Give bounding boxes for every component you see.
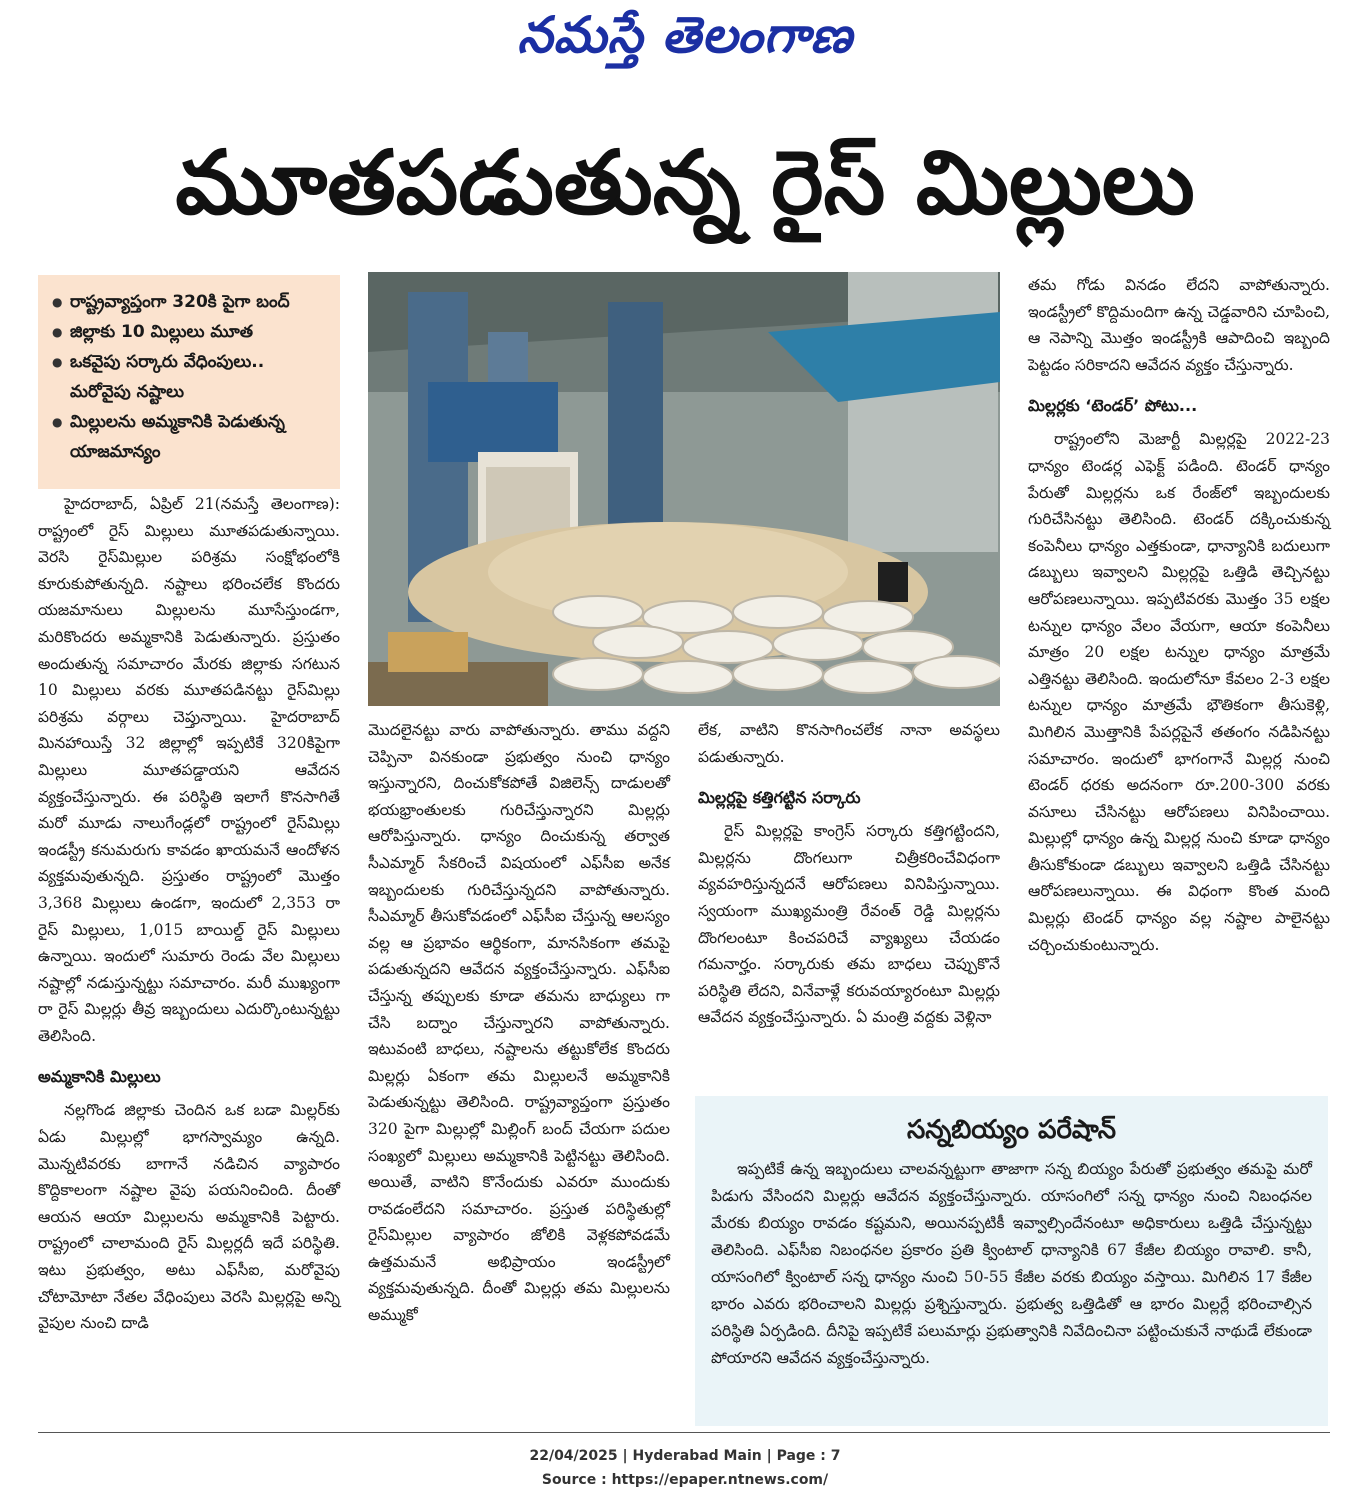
footer-divider (38, 1432, 1330, 1433)
article-column-1 (38, 491, 340, 1337)
sidebar-box-title: సన్నబియ్యం పరేషాన్ (906, 1115, 1117, 1145)
highlight-item: ● మిల్లులను అమ్మకానికి పెడుతున్న యాజమాన్యం (52, 407, 330, 467)
highlight-item: ● ఒకవైపు సర్కారు వేధింపులు.. మరోవైపు నష్టాలు (52, 347, 330, 407)
sidebar-box-body: ఇప్పటికే ఉన్న ఇబ్బందులు చాలవన్నట్టుగా తాజాగా సన్న బియ్యం పేరుతో ప్రభుత్వం తమపై మరో పిడుగు వేసిందని మిల్లర్లు ఆవేదన వ్యక్తంచేస్తున్నారు. యాసంగిలో సన్న ధాన్యం నుంచి నిబంధనల మేరకు బియ్యం రావడం కష్టమని, అయినప్పటికీ ఇవ్వాల్సిందేనంటూ అధికారులు ఒత్తిడి చేస్తున్నట్టు తెలిసింది. ఎఫ్‌సీఐ నిబంధనల ప్రకారం ప్రతి క్వింటాల్ ధాన్యానికి 67 కేజీల బియ్యం రావాలి. కానీ, యాసంగిలో క్వింటాల్ సన్న ధాన్యం నుంచి 50-55 కేజీల వరకు బియ్యం వస్తాయి. మిగిలిన 17 కేజీల భారం ఎవరు భరించాలని మిల్లర్లు ప్రశ్నిస్తున్నారు. ప్రభుత్వ ఒత్తిడితో ఆ భారం మిల్లర్లే భరించాల్సిన పరిస్థితి ఏర్పడింది. దీనిపై ఇప్పటికే పలుమార్లు ప్రభుత్వానికి నివేదించినా పట్టించుకునే నాథుడే లేకుండా పోయారని ఆవేదన వ్యక్తంచేస్తున్నారు. (711, 1160, 1312, 1367)
highlight-item: ● జిల్లాకు 10 మిల్లులు మూత (52, 317, 330, 347)
article-column-2 (368, 717, 670, 1329)
section-subhead: అమ్మకానికి మిల్లులు (38, 1067, 161, 1087)
article-column-4 (1028, 272, 1330, 958)
article-paragraph: రాష్ట్రంలోని మెజార్టీ మిల్లర్లపై 2022-23 ధాన్యం టెండర్ల ఎఫెక్ట్ పడింది. టెండర్ ధాన్యం పేరుతో మిల్లర్లను ఒక రేంజ్‌లో ఇబ్బందులకు గురిచేసినట్టు తెలిసింది. టెండర్ దక్కించుకున్న కంపెనీలు ధాన్యం ఎత్తకుండా, ధాన్యానికి బదులుగా డబ్బులు ఇవ్వాలని మిల్లర్లపై ఒత్తిడి తెచ్చినట్టు ఆరోపణలున్నాయి. ఇప్పటివరకు మొత్తం 35 లక్షల టన్నుల ధాన్యం వేలం వేయగా, ఆయా కంపెనీలు మాత్రం 20 లక్షల టన్నుల ధాన్యం మాత్రమే ఎత్తినట్టు తెలిసింది. ఇందులోనూ కేవలం 2-3 లక్షల టన్నుల ధాన్యం మాత్రమే భౌతికంగా తీసుకెళ్లి, మిగిలిన మొత్తానికి పేపర్లపైనే తతంగం నడిపినట్టు సమాచారం. ఇందులో భాగంగానే మిల్లర్ల నుంచి టెండర్ ధరకు అదనంగా రూ.200-300 వరకు వసూలు చేసినట్టు ఆరోపణలు వినిపించాయి. మిల్లుల్లో ధాన్యం ఉన్న మిల్లర్ల నుంచి కూడా ధాన్యం తీసుకోకుండా డబ్బులు ఇవ్వాలని ఒత్తిడి చేసినట్టు ఆరోపణలున్నాయి. ఈ విధంగా కొంత మంది మిల్లర్లు టెండర్ ధాన్యం వల్ల నష్టాల పాలైనట్టు చర్చించుకుంటున్నారు. (1028, 430, 1330, 954)
article-paragraph: తమ గోడు వినడం లేదని వాపోతున్నారు. ఇండస్ట్రీలో కొద్దిమందిగా ఉన్న చెడ్డవారిని చూపించి, ఆ నెపాన్ని మొత్తం ఇండస్ట్రీకి ఆపాదించి ఇబ్బంది పెట్టడం సరికాదని ఆవేదన వ్యక్తం చేస్తున్నారు. (1028, 276, 1330, 374)
sidebar-box (695, 1096, 1328, 1426)
article-column-3 (698, 717, 1000, 1031)
headline: మూతపడుతున్న రైస్ మిల్లులు (175, 131, 1195, 234)
section-subhead: మిల్లర్లపై కత్తిగట్టిన సర్కారు (698, 788, 861, 808)
article-paragraph: హైదరాబాద్, ఏప్రిల్ 21(నమస్తే తెలంగాణ): రాష్ట్రంలో రైస్ మిల్లులు మూతపడుతున్నాయి. వెరసి రైస్‌మిల్లుల పరిశ్రమ సంక్షోభంలోకి కూరుకుపోతున్నది. నష్టాలు భరించలేక కొందరు యజమానులు మిల్లులను మూసేస్తుండగా, మరికొందరు అమ్మకానికి పెడుతున్నారు. ప్రస్తుతం అందుతున్న సమాచారం మేరకు జిల్లాకు సగటున 10 మిల్లులు వరకు మూతపడినట్టు రైస్‌మిల్లు పరిశ్రమ వర్గాలు చెప్తున్నాయి. హైదరాబాద్ మినహాయిస్తే 32 జిల్లాల్లో ఇప్పటికే 320కిపైగా మిల్లులు మూతపడ్డాయని ఆవేదన వ్యక్తంచేస్తున్నారు. ఈ పరిస్థితి ఇలాగే కొనసాగితే మరో మూడు నాలుగేండ్లలో రాష్ట్రంలో రైస్‌మిల్లు ఇండస్ట్రీ కనుమరుగు కావడం ఖాయమనే ఆందోళన వ్యక్తమవుతున్నది. ప్రస్తుతం రాష్ట్రంలో మొత్తం 3,368 మిల్లులు ఉండగా, ఇందులో 2,353 రా రైస్ మిల్లులు, 1,015 బాయిల్డ్ రైస్ మిల్లులు ఉన్నాయి. ఇందులో సుమారు రెండు వేల మిల్లులు నష్టాల్లో నడుస్తున్నట్టు సమాచారం. మరీ ముఖ్యంగా రా రైస్ మిల్లర్లు తీవ్ర ఇబ్బందులు ఎదుర్కొంటున్నట్టు తెలిసింది. (38, 495, 340, 1045)
footer-source-link[interactable]: Source : https://epaper.ntnews.com/ (541, 1472, 829, 1488)
article-paragraph: రైస్ మిల్లర్లపై కాంగ్రెస్ సర్కారు కత్తిగట్టిందని, మిల్లర్లను దొంగలుగా చిత్రీకరించేవిధంగా వ్యవహరిస్తున్నదనే ఆరోపణలు వినిపిస్తున్నాయి. స్వయంగా ముఖ్యమంత్రి రేవంత్ రెడ్డి మిల్లర్లను దొంగలంటూ కించపరిచే వ్యాఖ్యలు చేయడం గమనార్హం. సర్కారుకు తమ బాధలు చెప్పుకొనే పరిస్థితి లేదని, వినేవాళ్లే కరువయ్యారంటూ మిల్లర్లు ఆవేదన వ్యక్తంచేస్తున్నారు. ఏ మంత్రి వద్దకు వెళ్లినా (698, 822, 1000, 1027)
article-paragraph: మొదలైనట్టు వారు వాపోతున్నారు. తాము వద్దని చెప్పినా వినకుండా ప్రభుత్వం నుంచి ధాన్యం ఇస్తున్నారని, దించుకోకపోతే విజిలెన్స్ దాడులతో భయభ్రాంతులకు గురిచేస్తున్నారని మిల్లర్లు ఆరోపిస్తున్నారు. ధాన్యం దించుకున్న తర్వాత సీఎమ్మార్ సేకరించే విషయంలో ఎఫ్‌సీఐ అనేక ఇబ్బందులకు గురిచేస్తున్నదని వాపోతున్నారు. సీఎమ్మార్ తీసుకోవడంలో ఎఫ్‌సీఐ చేస్తున్న ఆలస్యం వల్ల ఆ ప్రభావం ఆర్థికంగా, మానసికంగా తమపై పడుతున్నదని ఆవేదన వ్యక్తంచేస్తున్నారు. ఎఫ్‌సీఐ చేస్తున్న తప్పులకు కూడా తమను బాధ్యులు గా చేసి బద్నాం చేస్తున్నారని వాపోతున్నారు. ఇటువంటి బాధలు, నష్టాలను తట్టుకోలేక కొందరు మిల్లర్లు ఏకంగా తమ మిల్లులనే అమ్మకానికి పెడుతున్నట్టు తెలిసింది. రాష్ట్రవ్యాప్తంగా ప్రస్తుతం 320 పైగా మిల్లుల్లో మిల్లింగ్ బంద్ చేయగా పదుల సంఖ్యలో మిల్లులు అమ్మకానికి పెట్టినట్టు తెలిసింది. అయితే, వాటిని కొనేందుకు ఎవరూ ముందుకు రావడంలేదని సమాచారం. ప్రస్తుత పరిస్థితుల్లో రైస్‌మిల్లుల వ్యాపారం జోలికి వెళ్లకపోవడమే ఉత్తమమనే అభిప్రాయం ఇండస్ట్రీలో వ్యక్తమవుతున్నది. దీంతో మిల్లర్లు తమ మిల్లులను అమ్ముకో (368, 721, 670, 1325)
article-paragraph: లేక, వాటిని కొనసాగించలేక నానా అవస్థలు పడుతున్నారు. (698, 721, 1000, 766)
highlights-box (38, 275, 340, 489)
highlight-item: ● రాష్ట్రవ్యాప్తంగా 320కి పైగా బంద్ (52, 287, 330, 317)
masthead-logo: నమస్తే తెలంగాణ (517, 6, 853, 64)
rice-mill-photo (368, 272, 1000, 706)
footer-date-edition: 22/04/2025 | Hyderabad Main | Page : 7 (529, 1448, 841, 1464)
rice-mill-illustration (368, 272, 1000, 706)
section-subhead: మిల్లర్లకు ‘టెండర్’ పోటు... (1028, 396, 1198, 416)
article-paragraph: నల్లగొండ జిల్లాకు చెందిన ఒక బడా మిల్లర్‌కు ఏడు మిల్లుల్లో భాగస్వామ్యం ఉన్నది. మొన్నటివరకు బాగానే నడిచిన వ్యాపారం కొద్దికాలంగా నష్టాల వైపు పయనించింది. దీంతో ఆయన ఆయా మిల్లులను అమ్మకానికి పెట్టారు. రాష్ట్రంలో చాలామంది రైస్ మిల్లర్లదీ ఇదే పరిస్థితి. ఇటు ప్రభుత్వం, అటు ఎఫ్‌సీఐ, మరోవైపు చోటామోటా నేతల వేధింపులు వెరసి మిల్లర్లపై అన్ని వైపుల నుంచి దాడి (38, 1101, 340, 1333)
